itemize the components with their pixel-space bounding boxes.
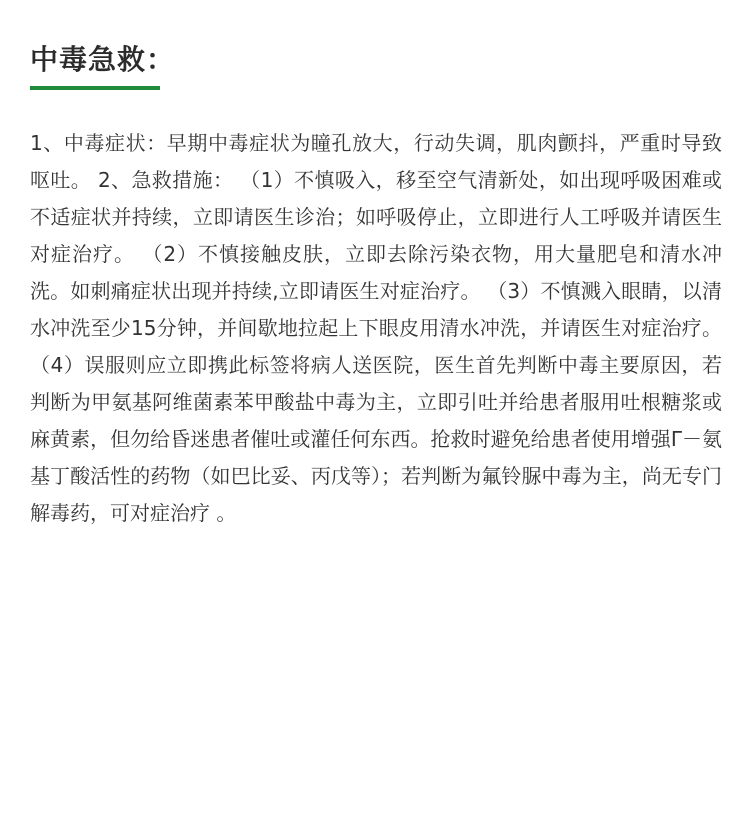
title-underline [30, 86, 160, 90]
page-title: 中毒急救： [30, 43, 176, 76]
body-paragraph: 1、中毒症状：早期中毒症状为瞳孔放大，行动失调，肌肉颤抖，严重时导致呕吐。 2、急救措施： （1）不慎吸入，移至空气清新处，如出现呼吸困难或不适症状并持续，立即请医生诊治；如呼吸停止，立即进行人工呼吸并请医生对症治疗。 （2）不慎接触皮肤，立即去除污染衣物，用大量肥皂和清水冲洗。如刺痛症状出现并持续,立即请医生对症治疗。 （3）不慎溅入眼睛，以清水冲洗至少15分钟，并间歇地拉起上下眼皮用清水冲洗，并请医生对症治疗。 （4）误服则应立即携此标签将病人送医院，医生首先判断中毒主要原因，若判断为甲氨基阿维菌素苯甲酸盐中毒为主，立即引吐并给患者服用吐根糖浆或麻黄素，但勿给昏迷患者催吐或灌任何东西。抢救时避免给患者使用增强Γ－氨基丁酸活性的药物（如巴比妥、丙戊等）；若判断为氟铃脲中毒为主，尚无专门解毒药，可对症治疗 。 [30, 131, 722, 525]
heading-block [30, 38, 175, 90]
